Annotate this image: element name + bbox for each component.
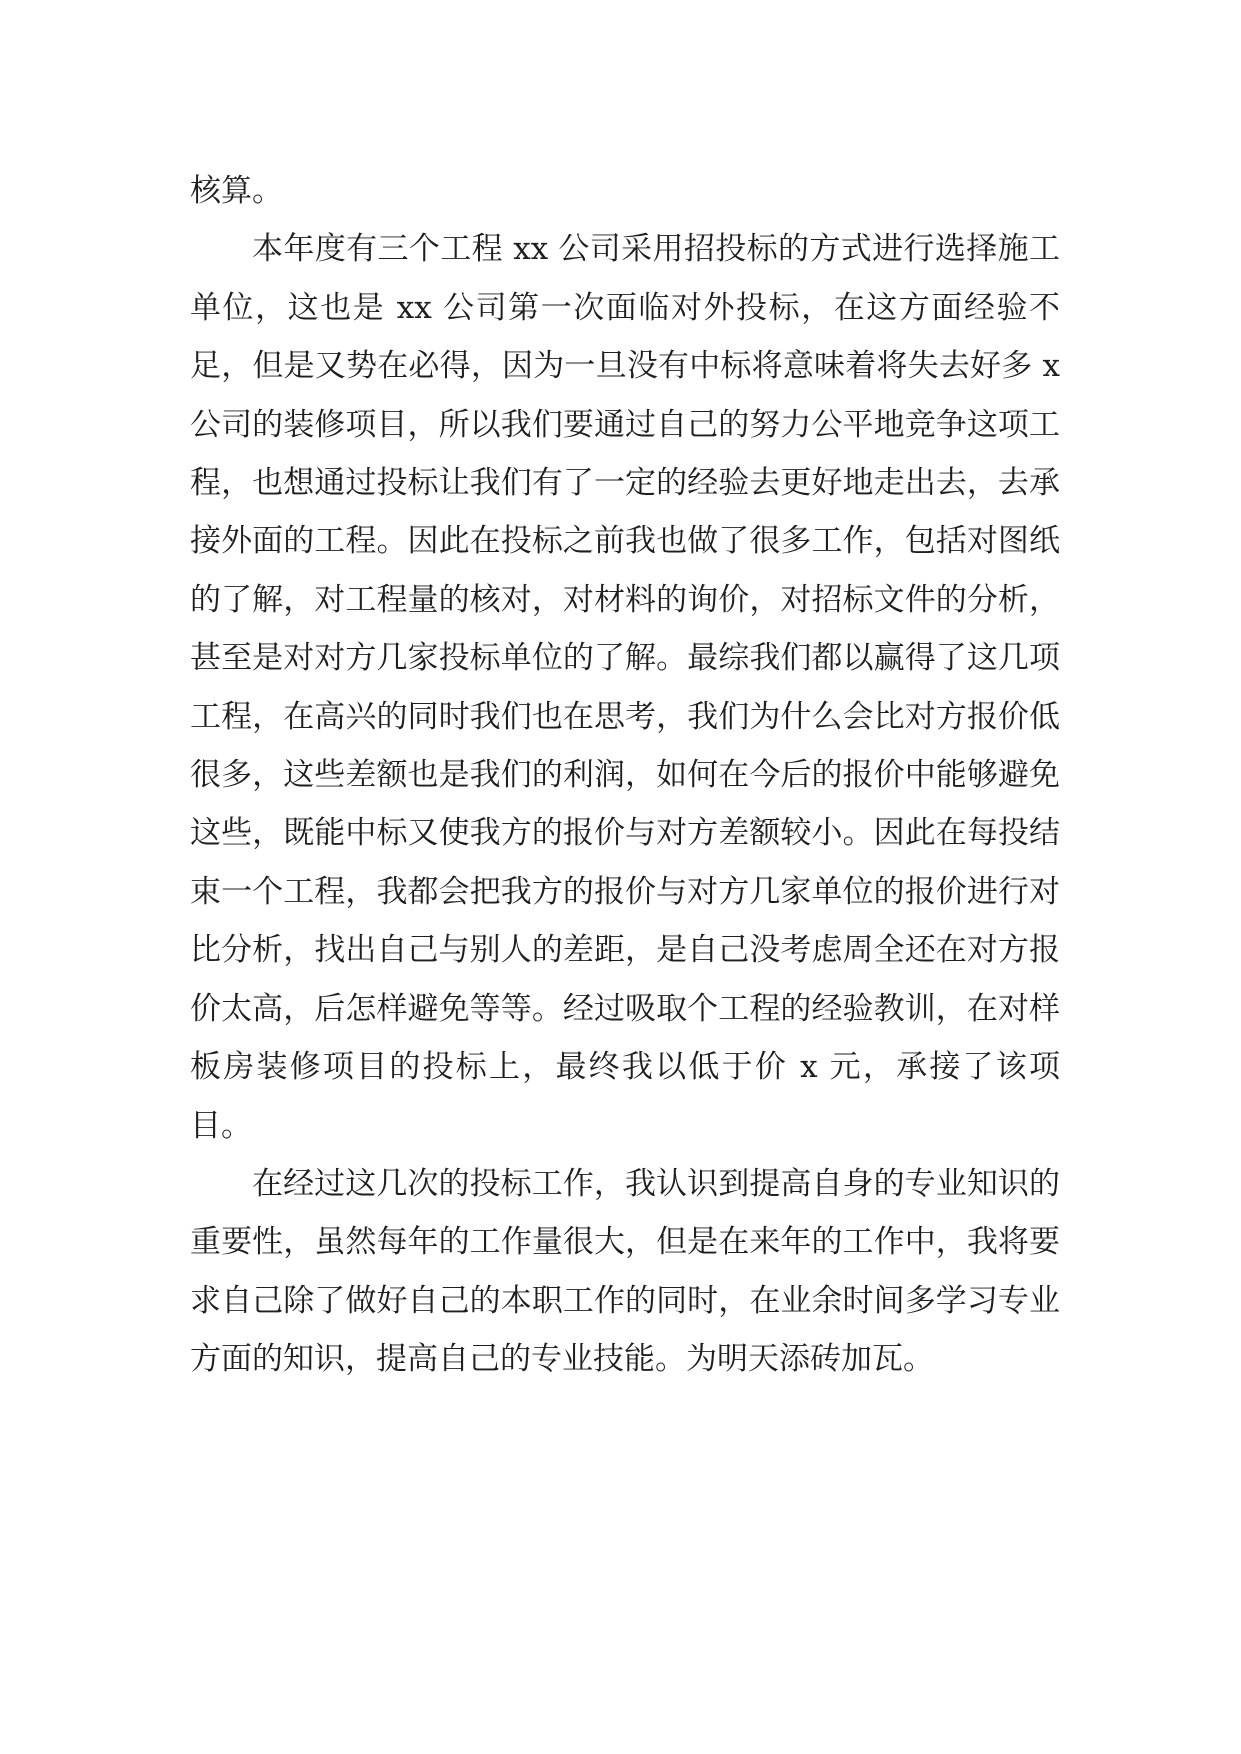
paragraph-3: 在经过这几次的投标工作，我认识到提高自身的专业知识的重要性，虽然每年的工作量很大，但是在来年的工作中，我将要求自己除了做好自己的本职工作的同时，在业余时间多学习专业方面的知识，提高自己的专业技能。为明天添砖加瓦。 (190, 1165, 1060, 1378)
paragraph-1: 核算。 (190, 173, 283, 209)
paragraph-2: 本年度有三个工程 xx 公司采用招投标的方式进行选择施工单位，这也是 xx 公司第一次面临对外投标，在这方面经验不足，但是又势在必得，因为一旦没有中标将意味着将失去好多 x 公司的装修项目，所以我们要通过自己的努力公平地竞争这项工程，也想通过投标让我们有了一定的经验去更好地走出去，去承接外面的工程。因此在投标之前我也做了很多工作，包括对图纸的了解，对工程量的核对，对材料的询价，对招标文件的分析，甚至是对对方几家投标单位的了解。最综我们都以赢得了这几项工程，在高兴的同时我们也在思考，我们为什么会比对方报价低很多，这些差额也是我们的利润，如何在今后的报价中能够避免这些，既能中标又使我方的报价与对方差额较小。因此在每投结束一个工程，我都会把我方的报价与对方几家单位的报价进行对比分析，找出自己与别人的差距，是自己没考虑周全还在对方报价太高，后怎样避免等等。经过吸取个工程的经验教训，在对样板房装修项目的投标上，最终我以低于价 x 元，承接了该项目。 (190, 231, 1060, 1144)
body-text (190, 162, 1060, 1389)
